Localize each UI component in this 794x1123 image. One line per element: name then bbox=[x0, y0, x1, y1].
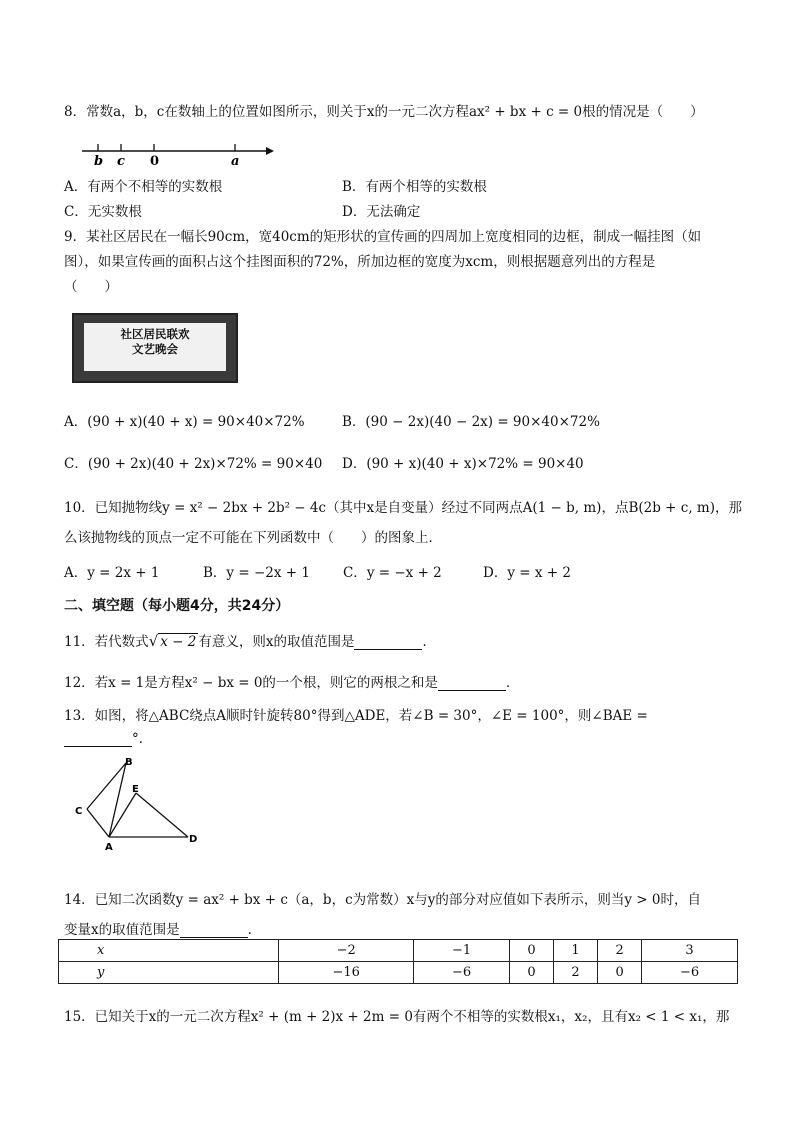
poster-inner bbox=[84, 323, 226, 371]
numberline-label-c: c bbox=[117, 154, 125, 169]
q9-option-b: B．(90 − 2x)(40 − 2x) = 90×40×72% bbox=[342, 414, 600, 430]
figure-label-A: A bbox=[105, 842, 113, 853]
q13-stem-line1: 13．如图，将△ABC绕点A顺时针旋转80°得到△ADE，若∠B = 30°，∠E = 100°，则∠BAE = bbox=[64, 708, 648, 724]
q11-after: 有意义，则x的取值范围是 bbox=[198, 634, 355, 650]
table-cell: 1 bbox=[554, 940, 598, 962]
table-cell: 0 bbox=[509, 962, 553, 984]
figure-label-E: E bbox=[132, 784, 139, 795]
table-cell: 2 bbox=[554, 962, 598, 984]
q13-end: °． bbox=[132, 731, 153, 747]
q11-end: ． bbox=[422, 634, 436, 650]
table-cell: −6 bbox=[642, 962, 738, 984]
number-line-figure bbox=[78, 139, 278, 169]
q8-option-d: D．无法确定 bbox=[342, 204, 421, 220]
q13-stem-line2 bbox=[64, 727, 152, 747]
q14-stem-line2 bbox=[64, 918, 261, 938]
table-cell: 0 bbox=[509, 940, 553, 962]
table-row-x bbox=[59, 940, 738, 962]
q10-option-c: C．y = −x + 2 bbox=[343, 565, 442, 581]
poster-line2: 文艺晚会 bbox=[132, 342, 178, 356]
table-row-y bbox=[59, 962, 738, 984]
table-cell: y bbox=[59, 962, 279, 984]
q9-option-a: A．(90 + x)(40 + x) = 90×40×72% bbox=[64, 414, 305, 430]
q11-answer-blank[interactable] bbox=[354, 635, 422, 650]
q8-option-c: C．无实数根 bbox=[64, 204, 142, 220]
q11-stem bbox=[64, 630, 436, 650]
q8-stem: 8．常数a，b，c在数轴上的位置如图所示，则关于x的一元二次方程ax² + bx + c = 0根的情况是（ ） bbox=[64, 104, 704, 120]
numberline-label-a: a bbox=[231, 154, 240, 169]
table-cell: x bbox=[59, 940, 279, 962]
q14-answer-blank[interactable] bbox=[180, 923, 248, 938]
section-title-fill-in: 二、填空题（每小题4分，共24分） bbox=[64, 598, 290, 614]
xy-value-table bbox=[58, 939, 738, 984]
q10-stem-line1: 10．已知抛物线y = x² − 2bx + 2b² − 4c（其中x是自变量）经过不同两点A(1 − b, m)，点B(2b + c, m)，那 bbox=[64, 500, 742, 516]
sqrt-symbol: √ bbox=[148, 632, 159, 650]
table-cell: −1 bbox=[414, 940, 510, 962]
q9-stem-line2: 图），如果宣传画的面积占这个挂图面积的72%，所加边框的宽度为xcm，则根据题意列出的方程是 bbox=[64, 254, 656, 270]
q11-radicand: x − 2 bbox=[160, 634, 197, 650]
figure-label-B: B bbox=[125, 757, 133, 768]
q15-stem-line1: 15．已知关于x的一元二次方程x² + (m + 2)x + 2m = 0有两个不相等的实数根x₁，x₂，且有x₂ < 1 < x₁，那 bbox=[64, 1009, 730, 1025]
q12-text: 12．若x = 1是方程x² − bx = 0的一个根，则它的两根之和是 bbox=[64, 675, 438, 691]
figure-label-D: D bbox=[189, 834, 198, 845]
q9-option-c: C．(90 + 2x)(40 + 2x)×72% = 90×40 bbox=[64, 456, 323, 472]
q12-stem bbox=[64, 671, 519, 691]
q10-stem-line2: 么该抛物线的顶点一定不可能在下列函数中（ ）的图象上． bbox=[64, 530, 442, 546]
q10-option-b: B．y = −2x + 1 bbox=[203, 565, 310, 581]
q8-option-b: B．有两个相等的实数根 bbox=[342, 179, 487, 195]
table-cell: −16 bbox=[279, 962, 414, 984]
q11-before: 11．若代数式 bbox=[64, 634, 149, 650]
poster-line1: 社区居民联欢 bbox=[120, 327, 190, 341]
q14-stem-line1: 14．已知二次函数y = ax² + bx + c（a，b，c为常数）x与y的部分对应值如下表所示，则当y > 0时，自 bbox=[64, 892, 701, 908]
figure-label-C: C bbox=[75, 806, 83, 817]
q12-answer-blank[interactable] bbox=[438, 676, 506, 691]
q9-option-d: D．(90 + x)(40 + x)×72% = 90×40 bbox=[342, 456, 584, 472]
q14-end: ． bbox=[247, 922, 262, 938]
q13-answer-blank[interactable] bbox=[64, 732, 132, 747]
table-cell: −2 bbox=[279, 940, 414, 962]
table-cell: 0 bbox=[598, 962, 642, 984]
rotation-triangle-figure bbox=[70, 755, 210, 855]
q14-line2-text: 变量x的取值范围是 bbox=[64, 922, 180, 938]
q8-option-a: A．有两个不相等的实数根 bbox=[64, 179, 223, 195]
poster-figure bbox=[72, 313, 238, 383]
numberline-label-0: 0 bbox=[150, 154, 160, 169]
q12-end: ． bbox=[505, 675, 520, 691]
q9-stem-line3: （ ） bbox=[64, 279, 118, 295]
table-cell: 2 bbox=[598, 940, 642, 962]
q10-option-d: D．y = x + 2 bbox=[483, 565, 571, 581]
q10-option-a: A．y = 2x + 1 bbox=[64, 565, 160, 581]
table-cell: 3 bbox=[642, 940, 738, 962]
q9-stem-line1: 9．某社区居民在一幅长90cm，宽40cm的矩形状的宣传画的四周加上宽度相同的边框，制成一幅挂图（如 bbox=[64, 229, 702, 245]
numberline-label-b: b bbox=[94, 154, 104, 169]
table-cell: −6 bbox=[414, 962, 510, 984]
